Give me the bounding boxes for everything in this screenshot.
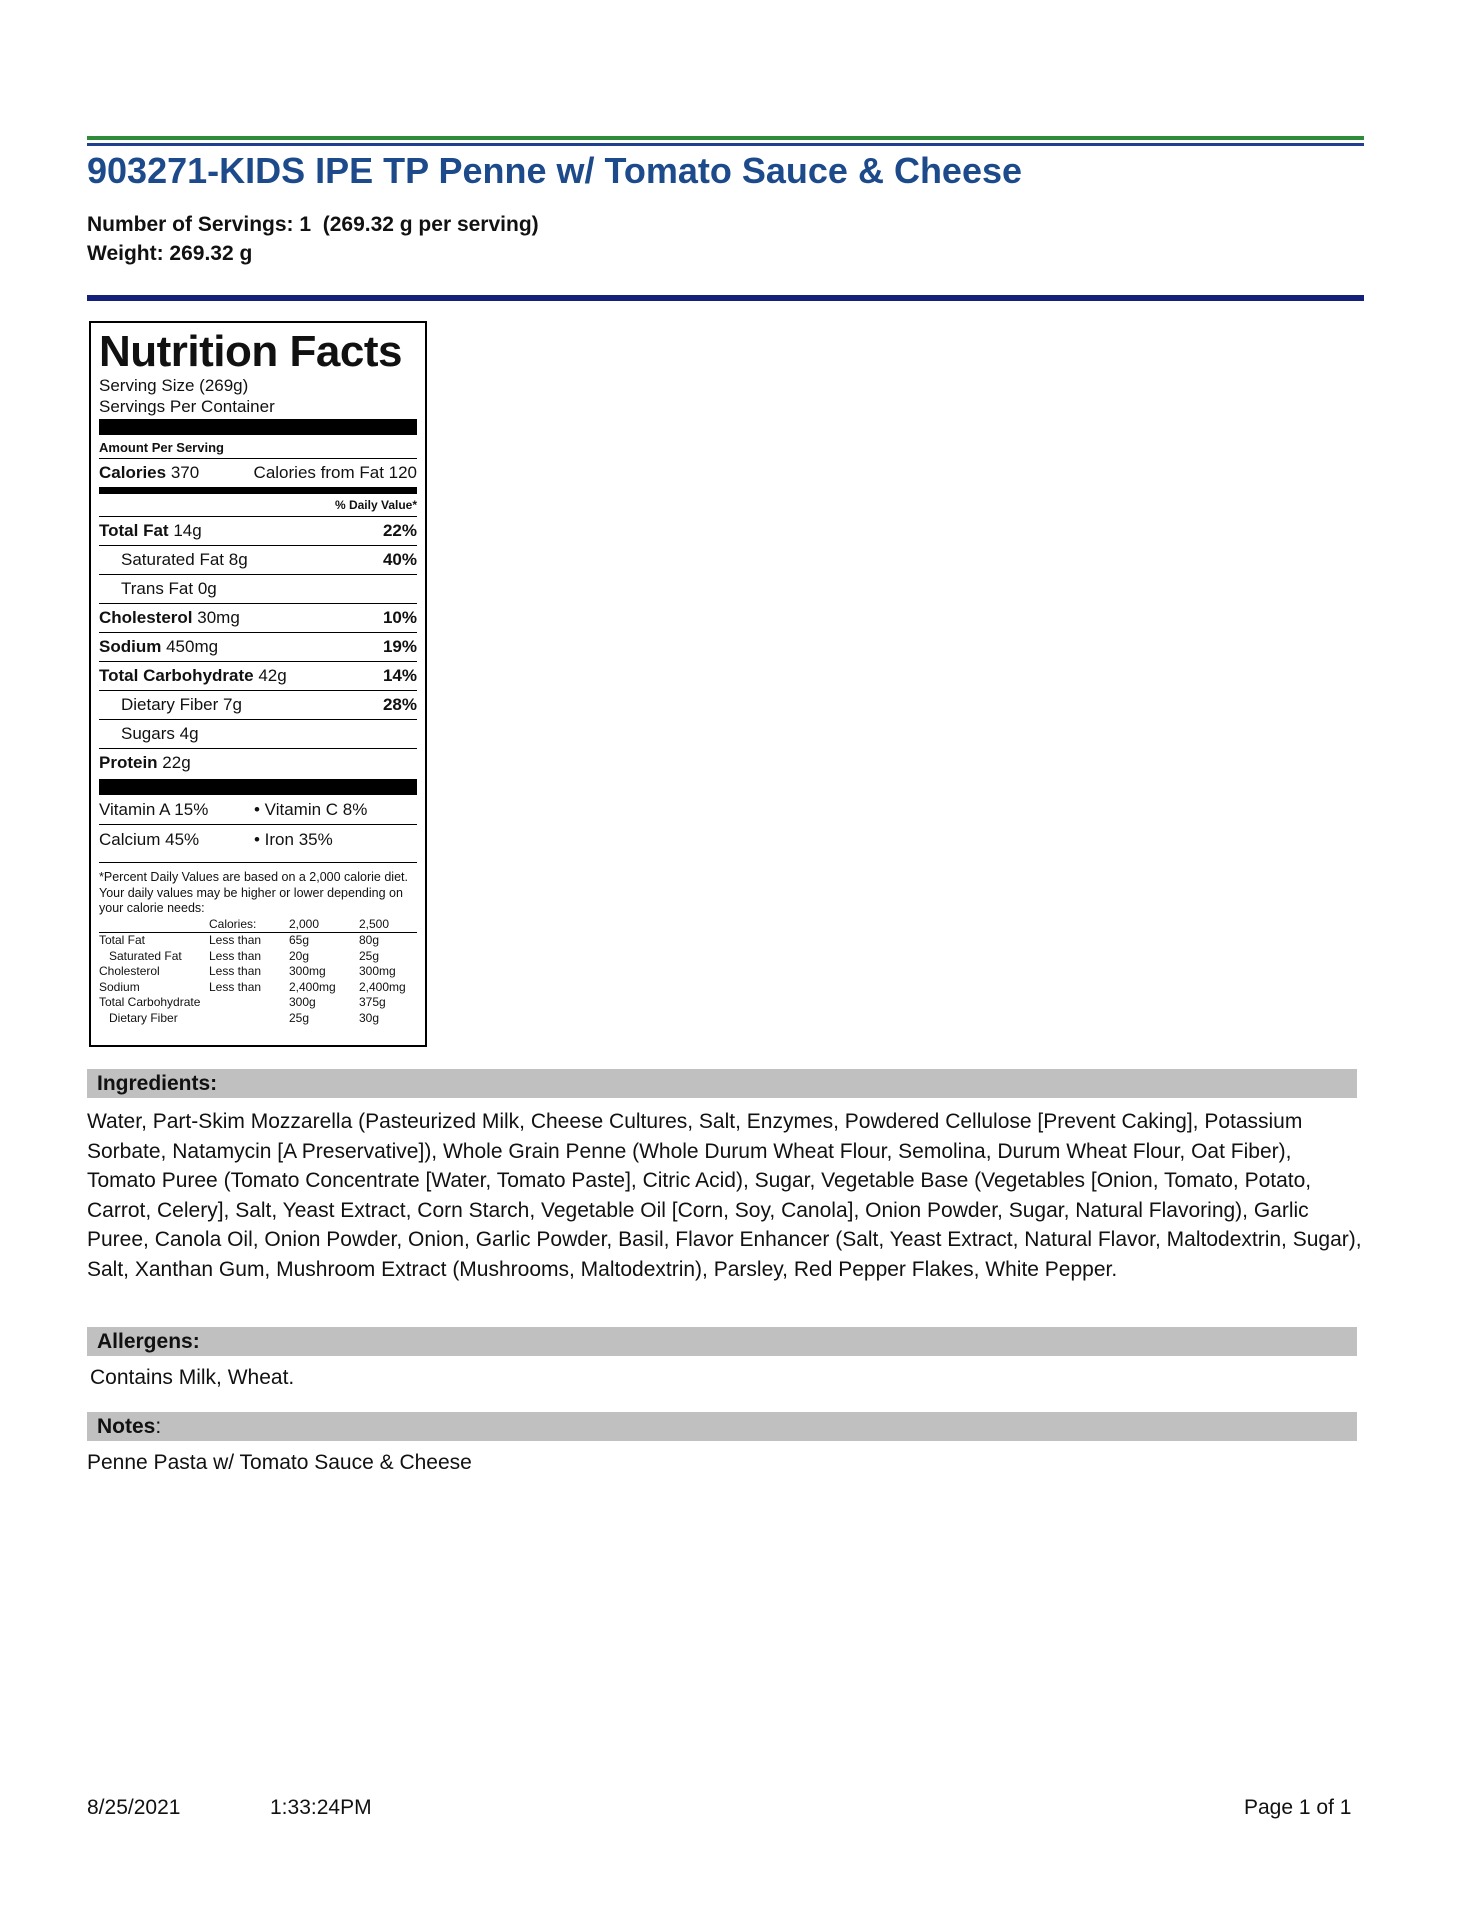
- footer-date: 8/25/2021: [87, 1796, 181, 1819]
- nutrition-facts-heading: Nutrition Facts: [99, 327, 402, 376]
- notes-header-bar: [87, 1412, 1357, 1441]
- servings-line: Number of Servings: 1 (269.32 g per serving): [87, 213, 539, 236]
- nutrition-facts-panel: [89, 321, 427, 1047]
- vitamin-row: Calcium 45% • Iron 35%: [99, 824, 417, 854]
- thick-divider-vitamins: [99, 779, 417, 795]
- allergens-label: Allergens:: [97, 1330, 200, 1353]
- ingredients-label: Ingredients:: [97, 1072, 218, 1095]
- header-bottom-rule: [87, 295, 1364, 301]
- nutrient-row-saturated-fat: Saturated Fat 8g 40%: [99, 545, 417, 574]
- allergens-header-bar: [87, 1327, 1357, 1356]
- medium-divider: [99, 487, 417, 494]
- servings-per-container: Servings Per Container: [99, 397, 275, 416]
- servings-info: [87, 210, 539, 268]
- notes-label: Notes:: [97, 1415, 162, 1438]
- weight-line: Weight: 269.32 g: [87, 242, 253, 265]
- table-row: Dietary Fiber 25g 30g: [109, 1010, 380, 1025]
- calories-value: 370: [170, 463, 200, 482]
- daily-value-table: Calories: 2,000 2,500 Total Fat Less than 65g 80g Saturated Fat Less than 20g 25g Cholesterol Less than 300mg 300mg Sodium Less than 2,400mg 2,400mg Total Carbohydrate 300g 375g Dietary Fiber 25g 30g: [99, 917, 417, 1027]
- nutrient-row-protein: Protein 22g: [99, 748, 417, 777]
- nutrient-row-sodium: Sodium 450mg 19%: [99, 632, 417, 661]
- table-row: Sodium Less than 2,400mg 2,400mg: [99, 979, 406, 994]
- nutrient-row-dietary-fiber: Dietary Fiber 7g 28%: [99, 690, 417, 719]
- daily-value-footnote: *Percent Daily Values are based on a 2,000 calorie diet. Your daily values may be higher or lower depending on your calorie needs: Calories: 2,000 2,500 Total Fat Less than 65g 80g Saturated Fat Less than 20g 25g Cholesterol Less than 300mg 300mg Sodium Less than 2,400mg 2,400mg Total Carbohydrate 300g 375g Dietary Fiber 25g 30g: [99, 862, 417, 1026]
- thick-divider: [99, 419, 417, 435]
- header-top-rule: [87, 136, 1364, 146]
- page-title: 903271-KIDS IPE TP Penne w/ Tomato Sauce & Cheese: [87, 150, 1023, 191]
- vitamin-row: Vitamin A 15% • Vitamin C 8%: [99, 800, 368, 819]
- table-row: Total Fat Less than 65g 80g: [99, 933, 380, 947]
- ingredients-header-bar: [87, 1069, 1357, 1098]
- footer-page-number: Page 1 of 1: [1244, 1796, 1352, 1819]
- table-row: Total Carbohydrate 300g 375g: [99, 995, 386, 1009]
- amount-per-serving: Amount Per Serving: [99, 440, 224, 455]
- table-row: Saturated Fat Less than 20g 25g: [109, 948, 380, 963]
- ingredients-text: Water, Part-Skim Mozzarella (Pasteurized Milk, Cheese Cultures, Salt, Enzymes, Powdered Cellulose [Prevent Caking], Potassium Sorbate, Natamycin [A Preservative]), Whole Grain Penne (Whole Durum Wheat Flour, Semolina, Durum Wheat Flour, Oat Fiber), Tomato Puree (Tomato Concentrate [Water, Tomato Paste], Citric Acid), Sugar, Vegetable Base (Vegetables [Onion, Tomato, Potato, Carrot, Celery], Salt, Yeast Extract, Corn Starch, Vegetable Oil [Corn, Soy, Canola], Onion Powder, Sugar, Natural Flavoring), Garlic Puree, Canola Oil, Onion Powder, Onion, Garlic Powder, Basil, Flavor Enhancer (Salt, Yeast Extract, Natural Flavor, Maltodextrin, Sugar), Salt, Xanthan Gum, Mushroom Extract (Mushrooms, Maltodextrin), Parsley, Red Pepper Flakes, White Pepper.: [87, 1110, 1362, 1281]
- nutrient-row-cholesterol: Cholesterol 30mg 10%: [99, 603, 417, 632]
- allergens-text: Contains Milk, Wheat.: [90, 1366, 295, 1389]
- nutrient-row-sugars: Sugars 4g: [99, 719, 417, 748]
- nutrient-row-trans-fat: Trans Fat 0g: [99, 574, 417, 603]
- table-row: Cholesterol Less than 300mg 300mg: [99, 964, 396, 978]
- notes-text: Penne Pasta w/ Tomato Sauce & Cheese: [87, 1451, 472, 1474]
- serving-size: Serving Size (269g): [99, 376, 249, 395]
- calories-from-fat: Calories from Fat 120: [253, 463, 417, 482]
- calories-row: [99, 458, 417, 487]
- nutrient-row-total-carbohydrate: Total Carbohydrate 42g 14%: [99, 661, 417, 690]
- nutrient-row-total-fat: Total Fat 14g 22%: [99, 516, 417, 545]
- calories-label: Calories: [99, 463, 167, 482]
- footer-time: 1:33:24PM: [270, 1796, 372, 1819]
- daily-value-header: % Daily Value*: [334, 498, 417, 512]
